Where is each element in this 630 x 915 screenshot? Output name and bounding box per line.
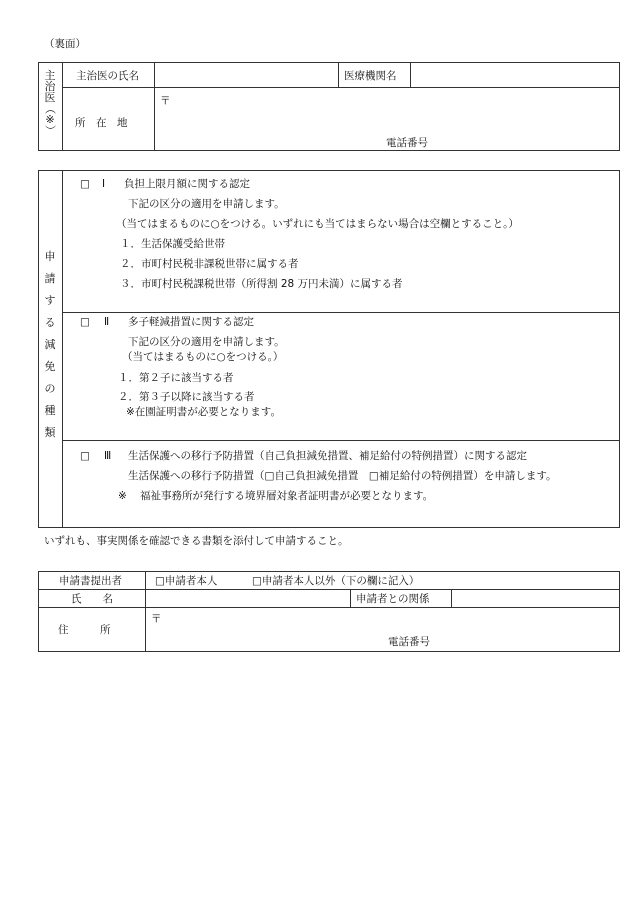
opt1-item-1: １．生活保護受給世帯 — [120, 238, 225, 250]
opt3-remark: 福祉事務所が発行する境界層対象者証明書が必要となります。 — [140, 490, 434, 502]
divider — [62, 440, 620, 441]
doctor-section-label: 主 治 医 （ ※ ） — [43, 69, 57, 136]
relation-label: 申請者との関係 — [356, 593, 430, 605]
opt3-line2: 生活保護への移行予防措置（□自己負担減免措置 □補足給付の特例措置）を申請します。 — [128, 470, 557, 482]
opt3-title: 生活保護への移行予防措置（自己負担減免措置、補足給付の特例措置）に関する認定 — [128, 450, 527, 462]
divider — [62, 87, 620, 88]
divider — [410, 62, 411, 87]
submitter-other-option[interactable]: □申請者本人以外（下の欄に記入） — [252, 575, 420, 587]
opt2-remark: ※在園証明書が必要となります。 — [126, 406, 281, 418]
opt1-item-2: ２．市町村民税非課税世帯に属する者 — [120, 258, 299, 270]
opt2-checkbox[interactable]: □ — [80, 316, 90, 328]
institution-label: 医療機関名 — [344, 70, 397, 82]
opt2-numeral: Ⅱ — [104, 316, 110, 328]
opt3-remark-mark: ※ — [118, 490, 127, 502]
divider — [62, 62, 63, 151]
divider — [62, 170, 63, 528]
opt2-note: （当てはまるものに○をつける。） — [122, 351, 284, 363]
submitter-name-label: 氏 名 — [71, 593, 113, 605]
doctor-phone-label: 電話番号 — [386, 137, 428, 149]
opt1-title: 負担上限月額に関する認定 — [124, 178, 250, 190]
divider — [145, 571, 146, 652]
submitter-label: 申請書提出者 — [59, 575, 122, 587]
doctor-postal-mark: 〒 — [160, 95, 171, 107]
submitter-postal-mark: 〒 — [151, 613, 162, 625]
opt1-checkbox[interactable]: □ — [80, 178, 90, 190]
opt1-intro: 下記の区分の適用を申請します。 — [128, 198, 285, 210]
divider — [38, 589, 620, 590]
submitter-address-label: 住 所 — [58, 624, 111, 636]
doctor-address-label: 所 在 地 — [75, 117, 128, 129]
opt3-numeral: Ⅲ — [104, 450, 112, 462]
divider — [350, 589, 351, 607]
back-side-label: （裏面） — [44, 38, 86, 50]
opt1-numeral: Ⅰ — [102, 178, 106, 190]
opt1-item-3: ３．市町村民税課税世帯（所得割 28 万円未満）に属する者 — [120, 278, 403, 290]
divider — [154, 62, 155, 151]
opt3-checkbox[interactable]: □ — [80, 450, 90, 462]
opt2-title: 多子軽減措置に関する認定 — [128, 316, 254, 328]
divider — [451, 589, 452, 607]
opt2-intro: 下記の区分の適用を申請します。 — [128, 336, 285, 348]
doctor-name-label: 主治医の氏名 — [76, 70, 139, 82]
opt2-item-2: ２．第３子以降に該当する者 — [118, 391, 255, 403]
reduction-section-label: 申 請 す る 減 免 の 種 類 — [44, 250, 56, 439]
submitter-self-option[interactable]: □申請者本人 — [155, 575, 218, 587]
divider — [38, 607, 620, 608]
divider — [62, 312, 620, 313]
opt2-item-1: １．第２子に該当する者 — [118, 372, 234, 384]
divider — [338, 62, 339, 87]
submitter-phone-label: 電話番号 — [388, 636, 430, 648]
opt1-note: （当てはまるものに○をつける。いずれにも当てはまらない場合は空欄とすること。） — [116, 218, 519, 230]
footnote: いずれも、事実関係を確認できる書類を添付して申請すること。 — [44, 535, 349, 547]
